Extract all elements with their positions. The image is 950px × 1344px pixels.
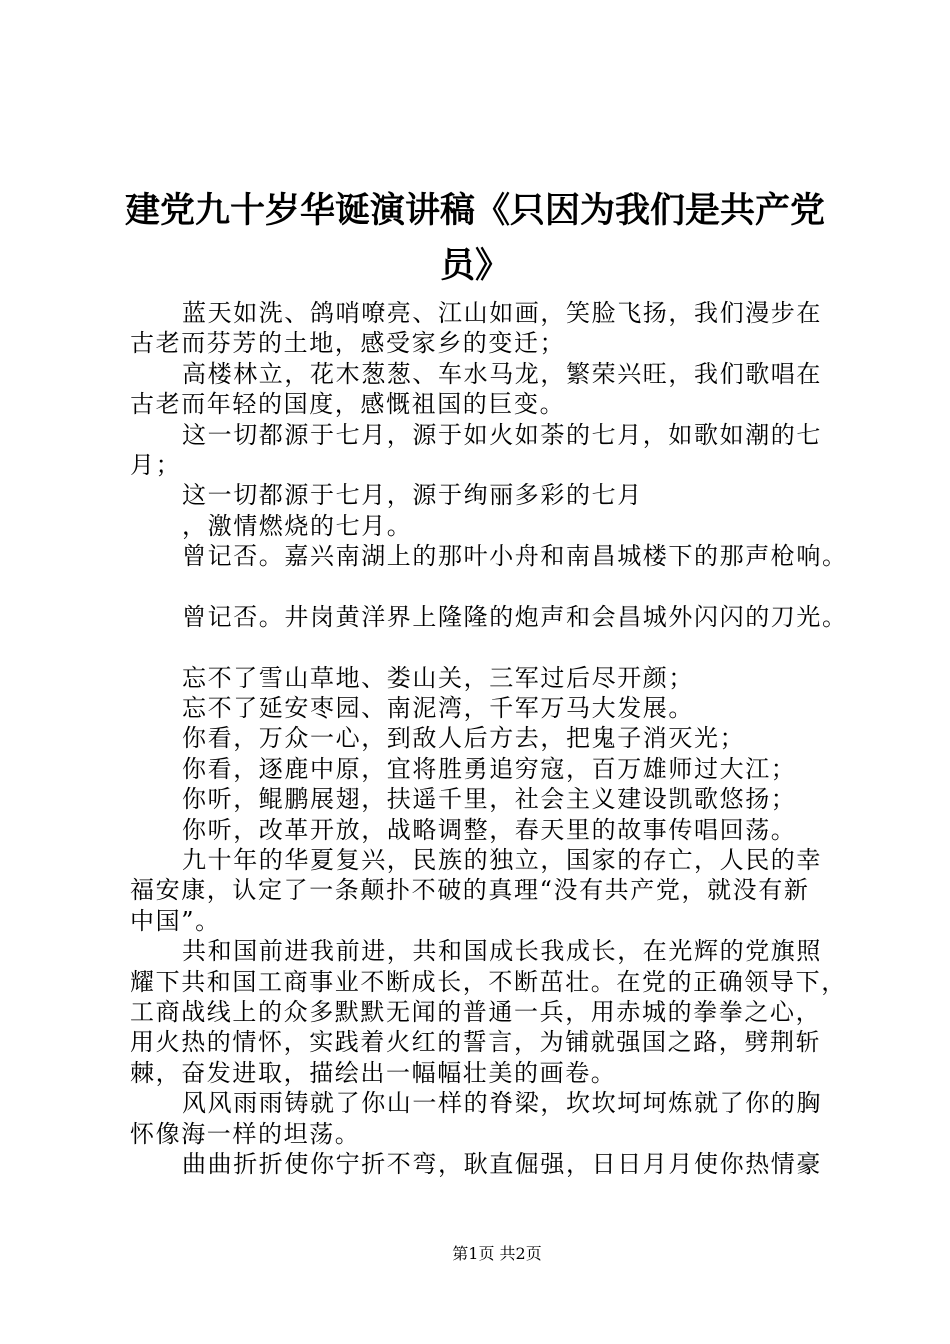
- body-line: 曾记否。井岗黄洋界上隆隆的炮声和会昌城外闪闪的刀光。: [182, 602, 848, 631]
- body-line: 怀像海一样的坦荡。: [130, 1119, 361, 1148]
- document-body: [130, 298, 860, 1179]
- body-line: 曾记否。嘉兴南湖上的那叶小舟和南昌城楼下的那声枪响。: [182, 542, 848, 571]
- blank-line: [130, 632, 860, 662]
- body-line: 共和国前进我前进，共和国成长我成长，在光辉的党旗照: [182, 937, 822, 966]
- title-line: 建党九十岁华诞演讲稿《只因为我们是共产党: [124, 190, 825, 231]
- body-line: 工商战线上的众多默默无闻的普通一兵，用赤城的拳拳之心，: [130, 997, 822, 1026]
- body-line: 古老而年轻的国度，感慨祖国的巨变。: [130, 390, 566, 419]
- body-line: 曲曲折折使你宁折不弯，耿直倔强，日日月月使你热情豪: [182, 1149, 822, 1178]
- title-line: 员》: [439, 245, 510, 286]
- blank-line: [130, 572, 860, 602]
- body-line: 你听，鲲鹏展翅，扶遥千里，社会主义建设凯歌悠扬；: [182, 785, 797, 814]
- body-line: 你看，逐鹿中原，宜将胜勇追穷寇，百万雄师过大江；: [182, 754, 797, 783]
- body-line: 你看，万众一心，到敌人后方去，把鬼子消灭光；: [182, 724, 746, 753]
- body-line: 中国”。: [130, 906, 221, 935]
- body-line: 这一切都源于七月，源于绚丽多彩的七月: [182, 481, 643, 510]
- body-line: 用火热的情怀，实践着火红的誓言，为铺就强国之路，劈荆斩: [130, 1028, 822, 1057]
- body-line: 棘，奋发进取，描绘出一幅幅壮美的画卷。: [130, 1058, 617, 1087]
- body-line: ，激情燃烧的七月。: [182, 511, 413, 540]
- page-number-footer: 第1页 共2页: [452, 1244, 542, 1263]
- body-line: 耀下共和国工商事业不断成长，不断茁壮。在党的正确领导下，: [130, 967, 847, 996]
- body-line: 风风雨雨铸就了你山一样的脊梁，坎坎坷坷炼就了你的胸: [182, 1089, 822, 1118]
- body-line: 你听，改革开放，战略调整，春天里的故事传唱回荡。: [182, 815, 797, 844]
- body-line: 福安康，认定了一条颠扑不破的真理“没有共产党，就没有新: [130, 876, 810, 905]
- body-line: 蓝天如洗、鸽哨嘹亮、江山如画，笑脸飞扬，我们漫步在: [182, 299, 822, 327]
- body-line: 这一切都源于七月，源于如火如荼的七月，如歌如潮的七: [182, 420, 822, 449]
- body-line: 高楼林立，花木葱葱、车水马龙，繁荣兴旺，我们歌唱在: [182, 359, 822, 388]
- body-line: 月；: [130, 450, 182, 479]
- body-line: 忘不了延安枣园、南泥湾，千军万马大发展。: [182, 694, 694, 723]
- body-line: 忘不了雪山草地、娄山关，三军过后尽开颜；: [182, 663, 694, 692]
- body-line: 九十年的华夏复兴，民族的独立，国家的存亡，人民的幸: [182, 846, 822, 875]
- document-title: [60, 183, 890, 293]
- body-line: 古老而芬芳的土地，感受家乡的变迁；: [130, 329, 566, 358]
